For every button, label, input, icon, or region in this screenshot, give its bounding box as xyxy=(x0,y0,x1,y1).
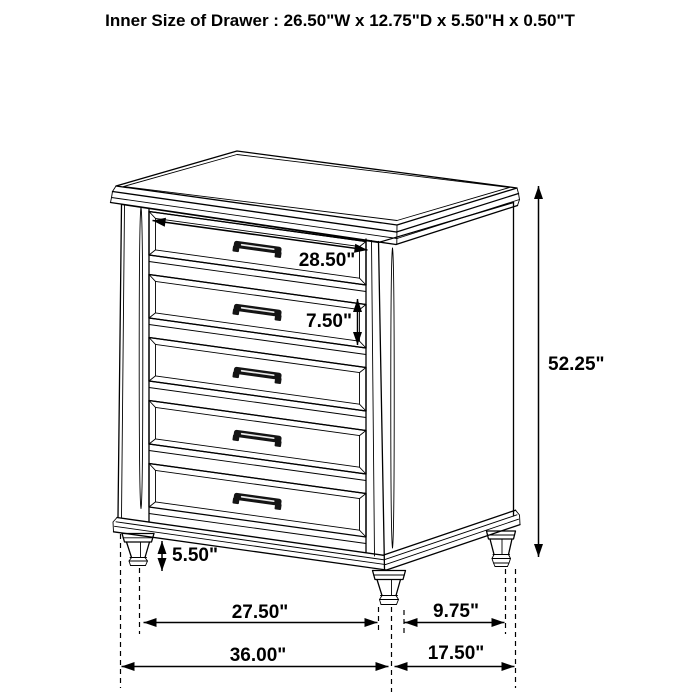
dim-overall-height xyxy=(539,186,605,557)
dim-drawer-face-height-label: 7.50" xyxy=(306,311,352,332)
chest-diagram xyxy=(111,151,605,692)
dim-front-leg-spacing xyxy=(144,602,378,623)
dim-side-leg-spacing-label: 9.75" xyxy=(433,601,479,622)
drawer-1-handle xyxy=(232,240,282,258)
chest-top xyxy=(111,151,520,245)
dim-overall-width xyxy=(122,645,389,667)
drawer-4-handle xyxy=(232,429,282,447)
dim-overall-depth-label: 17.50" xyxy=(427,643,485,664)
rail-4 xyxy=(149,444,366,494)
leg-front-right xyxy=(373,571,406,605)
dim-front-leg-spacing-label: 27.50" xyxy=(231,602,289,623)
leg-front-left xyxy=(122,534,154,566)
dim-side-leg-spacing xyxy=(405,601,505,623)
rail-3 xyxy=(149,381,366,431)
dim-overall-depth xyxy=(395,643,515,667)
dim-overall-height-label: 52.25" xyxy=(548,354,605,375)
page-title: Inner Size of Drawer : 26.50"W x 12.75"D x 5.50"H x 0.50"T xyxy=(105,11,575,30)
leg-rear-right xyxy=(487,531,516,567)
dim-overall-width-label: 36.00" xyxy=(229,645,287,666)
dim-drawer-face-width-label: 28.50" xyxy=(298,250,356,271)
drawer-2-handle xyxy=(232,303,282,321)
dim-leg-height-label: 5.50" xyxy=(172,545,218,566)
dim-leg-height xyxy=(162,541,218,571)
drawer-5-handle xyxy=(232,492,282,510)
side-panel-chamfer xyxy=(391,248,394,548)
drawer-3-handle xyxy=(232,366,282,384)
left-stile-chamfer xyxy=(139,208,143,509)
